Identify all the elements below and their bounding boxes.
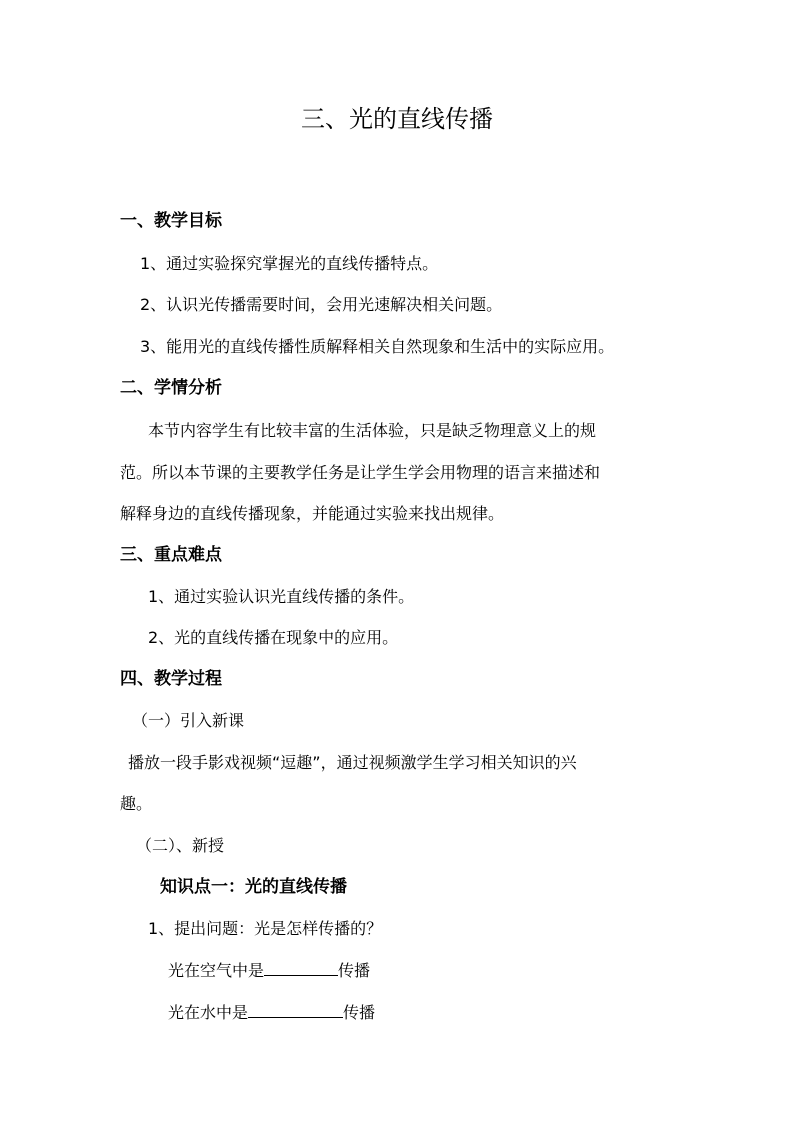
- fill-in-prefix: 光在水中是: [168, 1003, 249, 1022]
- question-text: 1、提出问题：光是怎样传播的？: [148, 919, 383, 938]
- fill-in-prefix: 光在空气中是: [168, 961, 265, 980]
- subsection-heading-new-lesson: （二）、新授: [136, 836, 225, 855]
- section-heading-key-points: 三、重点难点: [120, 545, 222, 565]
- section-heading-teaching-goals: 一、教学目标: [120, 211, 222, 231]
- analysis-paragraph-line-3: 解释身边的直线传播现象，并能通过实验来找出规律。: [120, 504, 505, 523]
- answer-blank-water[interactable]: [248, 1001, 343, 1018]
- analysis-paragraph-line-1: 本节内容学生有比较丰富的生活体验，只是缺乏物理意义上的规: [148, 421, 597, 440]
- key-point-item-2: 2、光的直线传播在现象中的应用。: [148, 628, 399, 647]
- key-point-item-1: 1、通过实验认识光直线传播的条件。: [148, 587, 415, 606]
- page-title: 三、光的直线传播: [301, 105, 493, 133]
- fill-in-suffix: 传播: [338, 961, 371, 980]
- fill-in-suffix: 传播: [343, 1003, 376, 1022]
- intro-paragraph-line-1: 播放一段手影戏视频“逗趣”，通过视频激学生学习相关知识的兴: [128, 753, 577, 772]
- fill-in-line-water: [168, 1001, 375, 1024]
- section-heading-teaching-process: 四、教学过程: [120, 669, 222, 689]
- knowledge-point-heading: 知识点一：光的直线传播: [160, 877, 347, 897]
- analysis-paragraph-line-2: 范。所以本节课的主要教学任务是让学生学会用物理的语言来描述和: [120, 463, 601, 482]
- answer-blank-air[interactable]: [264, 959, 338, 976]
- subsection-heading-intro: （一）引入新课: [132, 711, 245, 730]
- goal-item-3: 3、能用光的直线传播性质解释相关自然现象和生活中的实际应用。: [140, 337, 615, 356]
- fill-in-line-air: [168, 959, 370, 982]
- goal-item-2: 2、认识光传播需要时间，会用光速解决相关问题。: [140, 295, 503, 314]
- goal-item-1: 1、通过实验探究掌握光的直线传播特点。: [140, 254, 439, 273]
- section-heading-student-analysis: 二、学情分析: [120, 378, 222, 398]
- intro-paragraph-line-2: 趣。: [120, 794, 153, 813]
